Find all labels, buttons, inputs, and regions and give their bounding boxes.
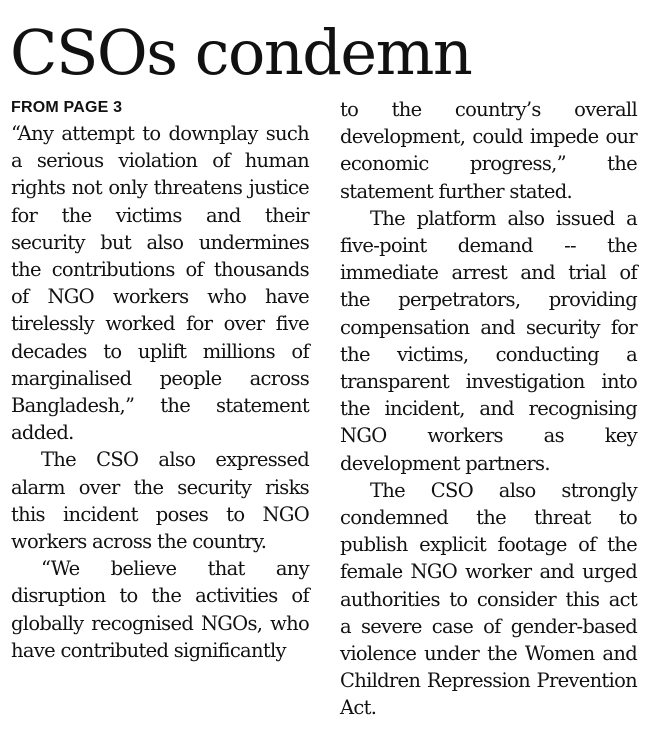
paragraph: The CSO also expressed alarm over the security risks this incident poses to NGO workers across the country. xyxy=(11,448,309,554)
article-column-right xyxy=(340,96,637,722)
jump-label: FROM PAGE 3 xyxy=(11,99,123,116)
paragraph: The CSO also strongly condemned the threat to publish explicit footage of the female NGO worker and urged authorities to consider this act a severe case of gender-based violence under the Women and Children Repression Prevention Act. xyxy=(340,478,637,720)
headline: CSOs condemn xyxy=(10,16,472,89)
paragraph: to the country’s overall development, could impede our economic progress,” the statement further stated. xyxy=(340,98,637,203)
paragraph: The platform also issued a five-point demand -- the immediate arrest and trial of the perpetrators, providing compensation and security for the victims, conducting a transparent investigation into the incident, and recognising NGO workers as key development partners. xyxy=(340,206,637,475)
article-column-left xyxy=(11,96,309,664)
paragraph: “We believe that any disruption to the activities of globally recognised NGOs, who have contributed significantly xyxy=(11,557,309,662)
paragraph: “Any attempt to downplay such a serious violation of human rights not only threatens justice for the victims and their security but also undermines the contributions of thousands of NGO workers who have tirelessly worked for over five decades to uplift millions of marginalised people across Bangladesh,” the statement added. xyxy=(11,122,309,445)
